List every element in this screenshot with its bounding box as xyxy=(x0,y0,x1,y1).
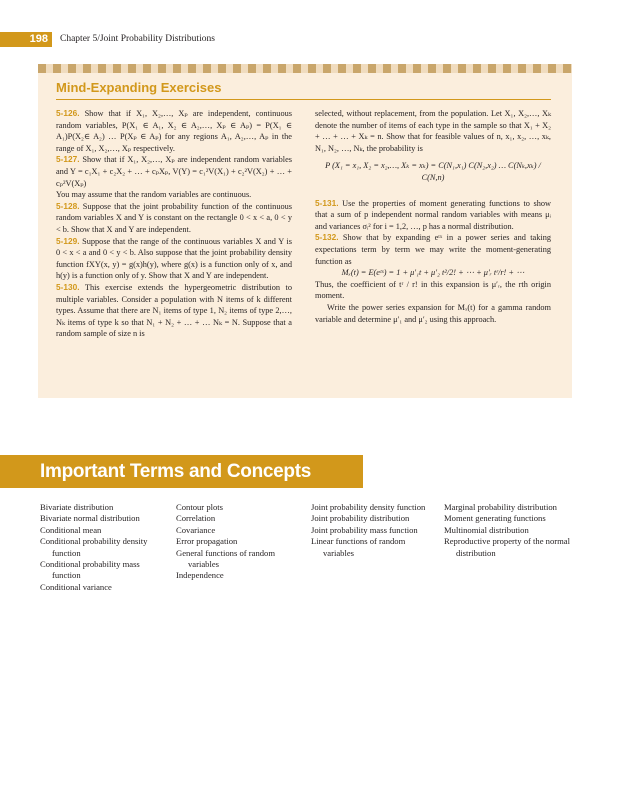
term-item: Contour plots xyxy=(176,502,224,512)
exercise-number: 5-132. xyxy=(315,232,339,243)
mgf-formula: Mₓ(t) = E(eᵗˣ) = 1 + μ′₁t + μ′₂ t²/2! + ⋯ + μ′ᵣ tʳ/r! + ⋯ xyxy=(341,268,525,278)
exercise-number: 5-127. xyxy=(56,154,80,165)
exercise-text: You may assume that the random variables are continuous. xyxy=(56,190,252,200)
terms-column-4 xyxy=(444,502,574,559)
exercise-item xyxy=(315,302,551,325)
terms-column-3 xyxy=(311,502,435,559)
exercise-item xyxy=(56,236,292,282)
important-terms-banner: Important Terms and Concepts xyxy=(0,455,363,488)
exercise-text: Show that if X₁, X₂,…, Xₚ are independent random variables and Y = c₁X₁ + c₂X₂ + … + cₚXₚ, V(Y) = c₁²V(X₁) + c₂²V(X₂) + … + cₚ²V(Xₚ) xyxy=(56,155,292,188)
exercise-text: Suppose that the joint probability function of the continuous random variables X and Y is constant on the rectangle 0 < x < a, 0 < y < b. Show that X and Y are independent. xyxy=(56,201,292,234)
exercise-number: 5-128. xyxy=(56,200,80,211)
exercise-number: 5-126. xyxy=(56,108,80,118)
term-item: Bivariate distribution xyxy=(40,502,114,512)
term-item: Linear functions of random variables xyxy=(311,536,406,558)
term-item: Joint probability mass function xyxy=(311,524,418,535)
exercises-title: Mind-Expanding Exercises xyxy=(56,80,222,95)
hypergeometric-formula: P (X₁ = x₁, X₂ = x₂,…, Xₖ = xₖ) = C(N₁,x₁) C(N₂,x₂) … C(Nₖ,xₖ) / C(N,n) xyxy=(325,161,541,182)
exercise-number: 5-130. xyxy=(56,281,80,292)
exercise-item xyxy=(56,108,292,154)
exercise-number: 5-131. xyxy=(315,197,339,208)
exercise-text: Show that if X₁, X₂,…, Xₚ are independent, continuous random variables, P(X₁ ∈ A₁, X₂ ∈ A₂,…, Xₚ ∈ Aₚ) = P(X₁ ∈ A₁)P(X₂∈ A₂) … P(Xₚ ∈ Aₚ) for any regions A₁, A₂,…, Aₚ in the range of X₁, X₂,…, Xₚ respectively. xyxy=(56,109,292,153)
exercise-text: Show that by expanding eᵗˣ in a power series and taking expectations term by term we may write the moment-generating function as xyxy=(315,233,551,266)
term-item: Joint probability distribution xyxy=(311,513,410,524)
term-item: Multinomial distribution xyxy=(444,524,529,535)
dashed-divider xyxy=(38,64,572,73)
exercise-text: This exercise extends the hypergeometric distribution to multiple variables. Consider a population with N items of k different types. Assume that there are N₁ items of type 1, N₂ items of type 2,…, Nₖ items of type k so that N₁ + N₂ + … + … Nₖ = N. Suppose that a random sample of size n is xyxy=(56,282,292,339)
title-rule xyxy=(56,99,551,100)
term-item: Covariance xyxy=(176,524,216,535)
exercise-text: Use the properties of moment generating functions to show that a sum of p independent normal random variables with means μᵢ and variances σᵢ² for i = 1,2, …, p has a normal distribution. xyxy=(315,198,551,231)
exercises-right-column xyxy=(315,108,551,325)
term-item: Independence xyxy=(176,570,224,581)
exercise-text: Suppose that the range of the continuous variables X and Y is 0 < x < a and 0 < y < b. Also suppose that the joint probability density function fXY(x, y) = g(x)h(y), where g(x) is a function only of x, and h(y) is a function only of y. Show that X and Y are independent. xyxy=(56,236,292,281)
exercise-item xyxy=(315,232,551,267)
term-item: Conditional probability mass function xyxy=(40,559,140,581)
exercise-text: selected, without replacement, from the population. Let X₁, X₂,…, Xₖ denote the number of items of each type in the sample so that X₁ + X₂ + … + … + Xₖ = n. Show that for feasible values of n, x₁, x₂, …, xₖ, N₁, N₂, …, Nₖ, the probability is xyxy=(315,109,551,153)
page-number: 198 xyxy=(0,32,52,47)
exercises-left-column xyxy=(56,108,292,340)
exercise-item xyxy=(56,201,292,236)
exercise-item xyxy=(56,154,292,189)
term-item: Reproductive property of the normal distribution xyxy=(444,536,571,558)
term-item: Conditional probability density function xyxy=(40,536,148,558)
term-item: Correlation xyxy=(176,513,216,524)
exercise-number: 5-129. xyxy=(56,235,80,246)
exercise-item xyxy=(315,108,551,154)
term-item: Moment generating functions xyxy=(444,513,546,524)
term-item: Error propagation xyxy=(176,536,238,547)
exercise-text: Write the power series expansion for Mₓ(t) for a gamma random variable and determine μ′₁ and μ′₂ using this approach. xyxy=(315,302,551,324)
term-item: Bivariate normal distribution xyxy=(40,513,140,524)
chapter-title: Chapter 5/Joint Probability Distributions xyxy=(60,34,215,44)
terms-column-2 xyxy=(176,502,300,582)
term-item: Conditional mean xyxy=(40,524,102,535)
term-item: Joint probability density function xyxy=(311,502,426,512)
exercise-item xyxy=(56,282,292,340)
term-item: Conditional variance xyxy=(40,581,112,592)
exercise-item xyxy=(315,279,551,302)
term-item: Marginal probability distribution xyxy=(444,502,557,512)
exercise-item xyxy=(56,189,292,201)
terms-column-1 xyxy=(40,502,168,593)
term-item: General functions of random variables xyxy=(176,547,276,570)
exercise-text: Thus, the coefficient of tʳ / r! in this expansion is μ′ᵣ, the rth origin moment. xyxy=(315,279,551,301)
exercise-item xyxy=(315,198,551,233)
